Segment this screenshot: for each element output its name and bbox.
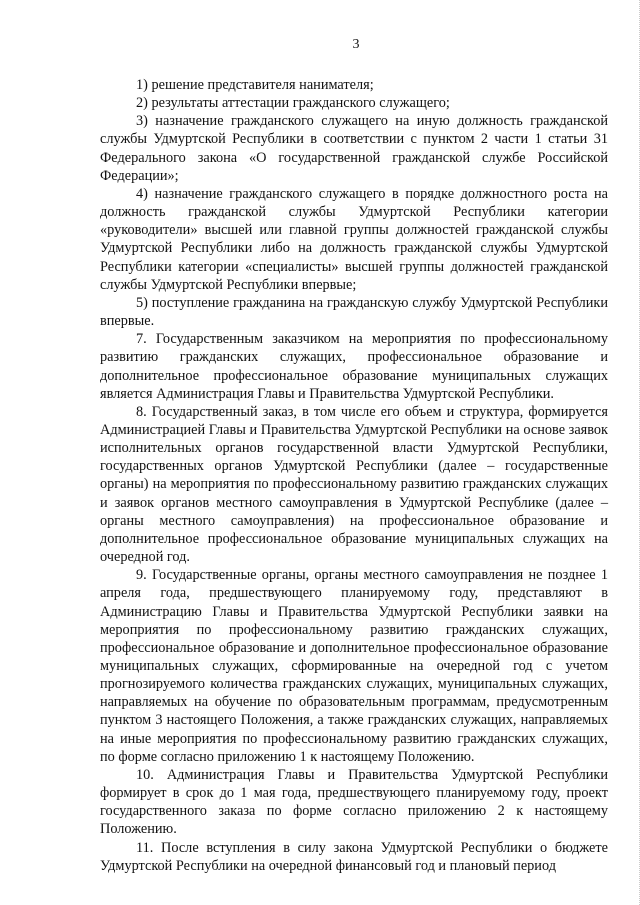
paragraph-clause-8: 8. Государственный заказ, в том числе его объем и структура, формируется Администрацией Главы и Правительства Удмуртской Республики на основе заявок исполнительных органов государственной власти Удмуртской Республики, государственных органов Удмуртской Республики (далее – государственные органы) на мероприятия по профессиональному развитию гражданских служащих и заявок органов местного самоуправления в Удмуртской Республике (далее – органы местного самоуправления) на профессиональное образование и дополнительное профессиональное образование муниципальных служащих на очередной год. bbox=[100, 403, 608, 566]
paragraph-item-3: 3) назначение гражданского служащего на иную должность гражданской службы Удмуртской Республики в соответствии с пунктом 2 части 1 статьи 31 Федерального закона «О государственной гражданской службе Российской Федерации»; bbox=[100, 113, 608, 184]
paragraph-item-2: 2) результаты аттестации гражданского служащего; bbox=[136, 95, 450, 112]
paragraph-item-1: 1) решение представителя нанимателя; bbox=[136, 77, 374, 93]
paragraph-clause-9: 9. Государственные органы, органы местного самоуправления не позднее 1 апреля года, предшествующего планируемому году, представляют в Администрацию Главы и Правительства Удмуртской Республики заявки на мероприятия по профессиональному развитию гражданских служащих, профессиональное образование и дополнительное профессиональное образование муниципальных служащих, сформированные на очередной год с учетом прогнозируемого количества гражданских служащих, муниципальных служащих, направляемых на обучение по образовательным программам, предусмотренным пунктом 3 настоящего Положения, а также гражданских служащих, направляемых на иные мероприятия по профессиональному развитию гражданских служащих, по форме согласно приложению 1 к настоящему Положению. bbox=[100, 567, 608, 765]
paragraph-item-4: 4) назначение гражданского служащего в порядке должностного роста на должность гражданской службы Удмуртской Республики категории «руководители» высшей или главной группы должностей гражданской службы Удмуртской Республики либо на должность гражданской службы Удмуртской Республики категории «специалисты» высшей группы должностей гражданской службы Удмуртской Республики впервые; bbox=[100, 185, 608, 293]
paragraph-item-5: 5) поступление гражданина на гражданскую службу Удмуртской Республики впервые. bbox=[100, 294, 608, 330]
paragraph-clause-7: 7. Государственным заказчиком на мероприятия по профессиональному развитию гражданских служащих, профессиональное образование и дополнительное профессиональное образование муниципальных служащих является Администрация Главы и Правительства Удмуртской Республики. bbox=[100, 331, 608, 402]
scan-edge-divider bbox=[635, 0, 640, 905]
paragraph-clause-10: 10. Администрация Главы и Правительства Удмуртской Республики формирует в срок до 1 мая года, предшествующего планируемому году, проект государственного заказа по форме согласно приложению 2 к настоящему Положению. bbox=[100, 766, 608, 838]
paragraph-clause-11: 11. После вступления в силу закона Удмуртской Республики о бюджете Удмуртской Республики на очередной финансовый год и плановый период bbox=[100, 839, 608, 874]
page-number: 3 bbox=[352, 37, 360, 52]
